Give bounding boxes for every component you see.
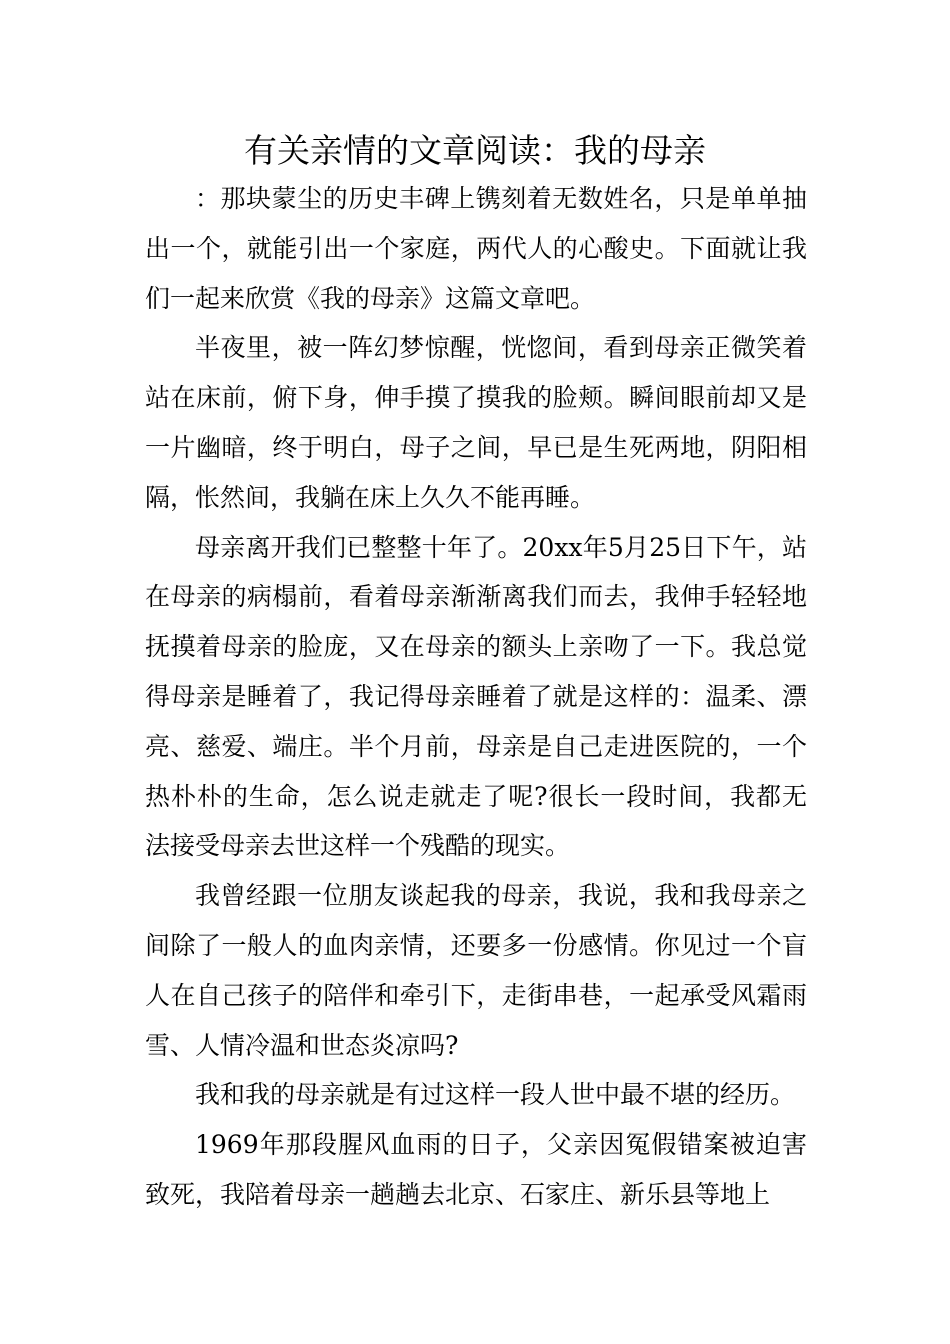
paragraph-1969: 1969年那段腥风血雨的日子，父亲因冤假错案被迫害致死，我陪着母亲一趟趟去北京、石家庄、新乐县等地上 <box>145 1130 807 1209</box>
paragraph-mother-passing: 母亲离开我们已整整十年了。20xx年5月25日下午，站在母亲的病榻前，看着母亲渐渐离我们而去，我伸手轻轻地抚摸着母亲的脸庞，又在母亲的额头上亲吻了一下。我总觉得母亲是睡着了，我记得母亲睡着了就是这样的：温柔、漂亮、慈爱、端庄。半个月前，母亲是自己走进医院的，一个热朴朴的生命，怎么说走就走了呢?很长一段时间，我都无法接受母亲去世这样一个残酷的现实。 <box>145 532 807 861</box>
paragraph-conversation-with-friend: 我曾经跟一位朋友谈起我的母亲，我说，我和我母亲之间除了一般人的血肉亲情，还要多一份感情。你见过一个盲人在自己孩子的陪伴和牵引下，走街串巷，一起承受风霜雨雪、人情冷温和世态炎凉吗? <box>145 881 807 1060</box>
paragraph-hardship: 我和我的母亲就是有过这样一段人世中最不堪的经历。 <box>195 1080 796 1110</box>
paragraph-midnight-dream: 半夜里，被一阵幻梦惊醒，恍惚间，看到母亲正微笑着站在床前，俯下身，伸手摸了摸我的脸颊。瞬间眼前却又是一片幽暗，终于明白，母子之间，早已是生死两地，阴阳相隔，怅然间，我躺在床上久久不能再睡。 <box>145 333 807 512</box>
paragraph-intro: ：那块蒙尘的历史丰碑上镌刻着无数姓名，只是单单抽出一个，就能引出一个家庭，两代人的心酸史。下面就让我们一起来欣赏《我的母亲》这篇文章吧。 <box>145 184 807 313</box>
document-body <box>145 174 807 1220</box>
document-title: 有关亲情的文章阅读：我的母亲 <box>244 131 706 170</box>
